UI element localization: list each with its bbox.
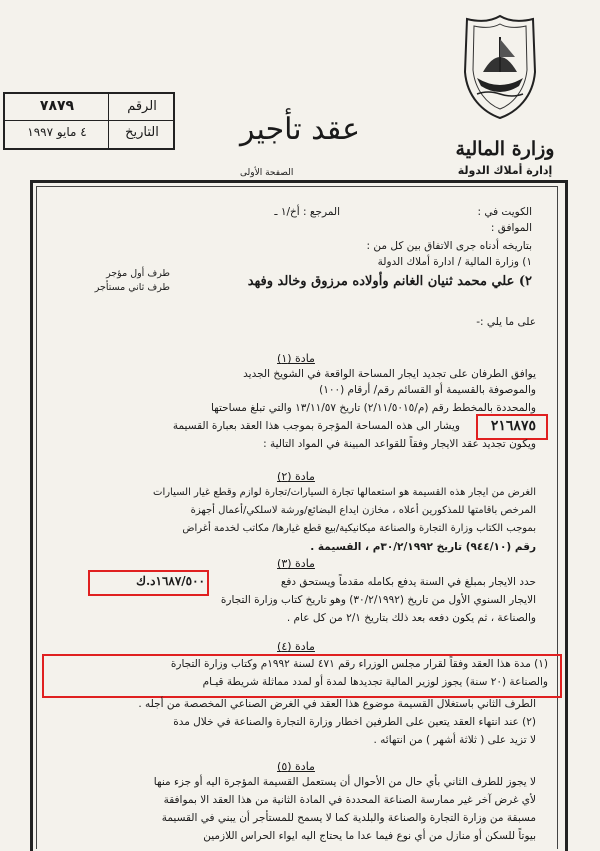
contract-title: عقد تأجير [240, 112, 360, 147]
article2-line1: الغرض من ايجار هذه القسيمة هو استعمالها تجارة السيارات/تجارة لوازم وقطع غيار السيارات [153, 487, 536, 498]
article1-line2: والموصوفة بالقسيمة أو القسائم رقم/ أرقام (١٠٠) [319, 384, 536, 396]
city-line: الكويت في : [477, 206, 532, 218]
party1-line: ١) وزارة المالية / ادارة أملاك الدولة [377, 256, 532, 268]
article3-line1: حدد الايجار بمبلغ في السنة يدفع بكامله مقدماً ويستحق دفع [280, 576, 536, 588]
article5-line2: لأي غرض آخر غير ممارسة الصناعة المحددة في المادة الثانية من هذا العقد الا بموافقة [163, 794, 536, 806]
article4-line5: لا تزيد على ( ثلاثة أشهر ) من انتهائه . [373, 734, 536, 746]
rent-highlight-box [88, 570, 209, 596]
department-name: إدارة أملاك الدولة [457, 164, 553, 177]
kuwait-emblem-icon [455, 12, 545, 122]
article1-line4: ويشار الى هذه المساحة المؤجرة بموجب هذا العقد بعبارة القسيمة [172, 420, 460, 432]
article1-area-value: ٢١٦٨٧٥ [490, 418, 536, 434]
party2-role: طرف ثاني مستأجر [94, 282, 170, 293]
article3-line2: الايجار السنوي الأول من تاريخ (٣٠/٢/١٩٩٢) وهو تاريخ كتاب وزارة التجارة [220, 594, 536, 606]
article2-line3: بموجب الكتاب وزارة التجارة والصناعة ميكانيكية/بيع قطع غيارها/ مكاتب لخدمة أغراض [182, 523, 536, 534]
article4-line2: والصناعة (٢٠ سنة) يجوز لوزير المالية تجديدها لمدة أو لمدد مماثلة شريطة قيـام [202, 676, 548, 688]
article5-heading: مادة (٥) [277, 760, 315, 773]
date-label: التاريخ [125, 125, 159, 140]
article5-line4: بيوتاً للسكن أو منازل من أي نوع فيما عدا ما يحتاج اليه ايواء الحراس اللازمين [203, 830, 536, 842]
page-label: الصفحة الأولى [240, 168, 294, 178]
area-highlight-box [476, 414, 548, 440]
ref-line: المرجع : أخ/١ ـ [274, 206, 340, 218]
article2-line2: المرخص باقامتها للمذكورين أعلاه ، مخازن ايداع البضائع/ورشة لاسلكي/أعمال أجهزة [190, 505, 536, 516]
article4-line4: (٢) عند انتهاء العقد يتعين على الطرفين اخطار وزارة التجارة والصناعة في خلال مدة [173, 716, 536, 728]
article3-line3: والصناعة ، ثم يكون دفعه بعد ذلك بتاريخ ٢/١ من كل عام . [286, 612, 536, 624]
article4-heading: مادة (٤) [277, 640, 315, 653]
article2-line4: رقم (٩٤٤/١٠) تاريخ ٣٠/٢/١٩٩٢م ، القسيمة . [310, 541, 536, 553]
corresponding-line: الموافق : [490, 222, 532, 234]
article5-line1: لا يجوز للطرف الثاني بأي حال من الأحوال أن يستعمل القسيمة المؤجرة اليه أو جزء منها [153, 776, 536, 788]
article1-line1: يوافق الطرفان على تجديد ايجار المساحة الواقعة في الشويخ الجديد [243, 368, 536, 380]
ministry-name: وزارة المالية [455, 138, 555, 160]
party2-line: ٢) علي محمد ثنيان الغانم وأولاده مرزوق وخالد وفهد [247, 274, 532, 289]
ref-label: الرقم [127, 99, 157, 114]
ministry-block [430, 138, 580, 177]
agreement-line: بتاريخه أدناه جرى الاتفاق بين كل من : [366, 240, 532, 252]
article3-rent-value: ١٦٨٧/٥٠٠د.ك [136, 574, 205, 588]
on-following: على ما يلي :- [476, 316, 536, 328]
article4-line3: الطرف الثاني باستغلال القسيمة موضوع هذا العقد في الغرض الصناعي المخصصة من أجله . [138, 698, 536, 710]
article4-line1: (١) مدة هذا العقد وفقاً لقرار مجلس الوزراء رقم ٤٧١ لسنة ١٩٩٢م وكتاب وزارة التجارة [170, 658, 548, 670]
article2-heading: مادة (٢) [277, 470, 315, 483]
ref-value: ٧٨٧٩ [39, 98, 75, 114]
date-value: ٤ مايو ١٩٩٧ [27, 125, 87, 139]
article3-heading: مادة (٣) [277, 557, 315, 570]
article1-line3: والمحددة بالمخطط رقم (م/٢/١١/٥٠١٥) تاريخ ١٣/١١/٥٧ والتي تبلغ مساحتها [210, 402, 536, 414]
party1-role: طرف أول مؤجر [106, 268, 170, 279]
article1-line5: ويكون تجديد عقد الايجار وفقاً للقواعد المبينة في المواد التالية : [263, 438, 536, 450]
reference-box [3, 92, 175, 150]
article1-heading: مادة (١) [277, 352, 315, 365]
article5-line3: مسبقة من وزارة التجارة والصناعة والبلدية كما لا يسمح للمستأجر أن يبني في القسيمة [161, 812, 536, 824]
